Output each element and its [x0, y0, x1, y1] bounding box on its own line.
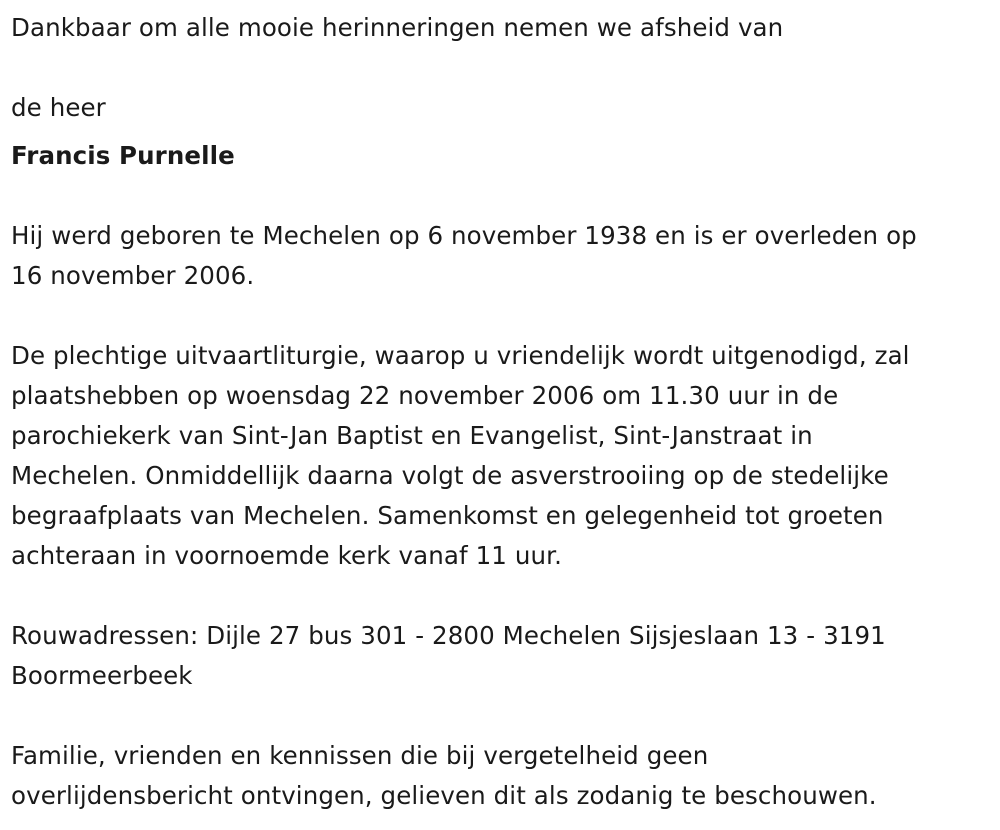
paragraph-line: 16 november 2006.	[11, 261, 255, 290]
paragraph-line: achteraan in voornoemde kerk vanaf 11 uur.	[11, 541, 562, 570]
intro-text: Dankbaar om alle mooie herinneringen nemen we afsheid van	[11, 13, 784, 42]
paragraph-line: begraafplaats van Mechelen. Samenkomst en gelegenheid tot groeten	[11, 501, 884, 530]
paragraph-line: Hij werd geboren te Mechelen op 6 november 1938 en is er overleden op	[11, 221, 917, 250]
paragraph-line: plaatshebben op woensdag 22 november 2006 om 11.30 uur in de	[11, 381, 839, 410]
paragraph-line: Boormeerbeek	[11, 661, 193, 690]
paragraph-line: overlijdensbericht ontvingen, gelieven dit als zodanig te beschouwen.	[11, 781, 877, 810]
closing-paragraph	[11, 736, 1000, 816]
paragraph-line: parochiekerk van Sint-Jan Baptist en Evangelist, Sint-Janstraat in	[11, 421, 813, 450]
paragraph-line: De plechtige uitvaartliturgie, waarop u vriendelijk wordt uitgenodigd, zal	[11, 341, 910, 370]
birth-death-paragraph	[11, 216, 1000, 296]
paragraph-line: Familie, vrienden en kennissen die bij vergetelheid geen	[11, 741, 709, 770]
deceased-name: Francis Purnelle	[11, 141, 235, 170]
salutation-text: de heer	[11, 93, 106, 122]
ceremony-paragraph	[11, 336, 1000, 576]
addresses-paragraph	[11, 616, 1000, 696]
paragraph-line: Rouwadressen: Dijle 27 bus 301 - 2800 Mechelen Sijsjeslaan 13 - 3191	[11, 621, 886, 650]
paragraph-line: Mechelen. Onmiddellijk daarna volgt de asverstrooiing op de stedelijke	[11, 461, 889, 490]
